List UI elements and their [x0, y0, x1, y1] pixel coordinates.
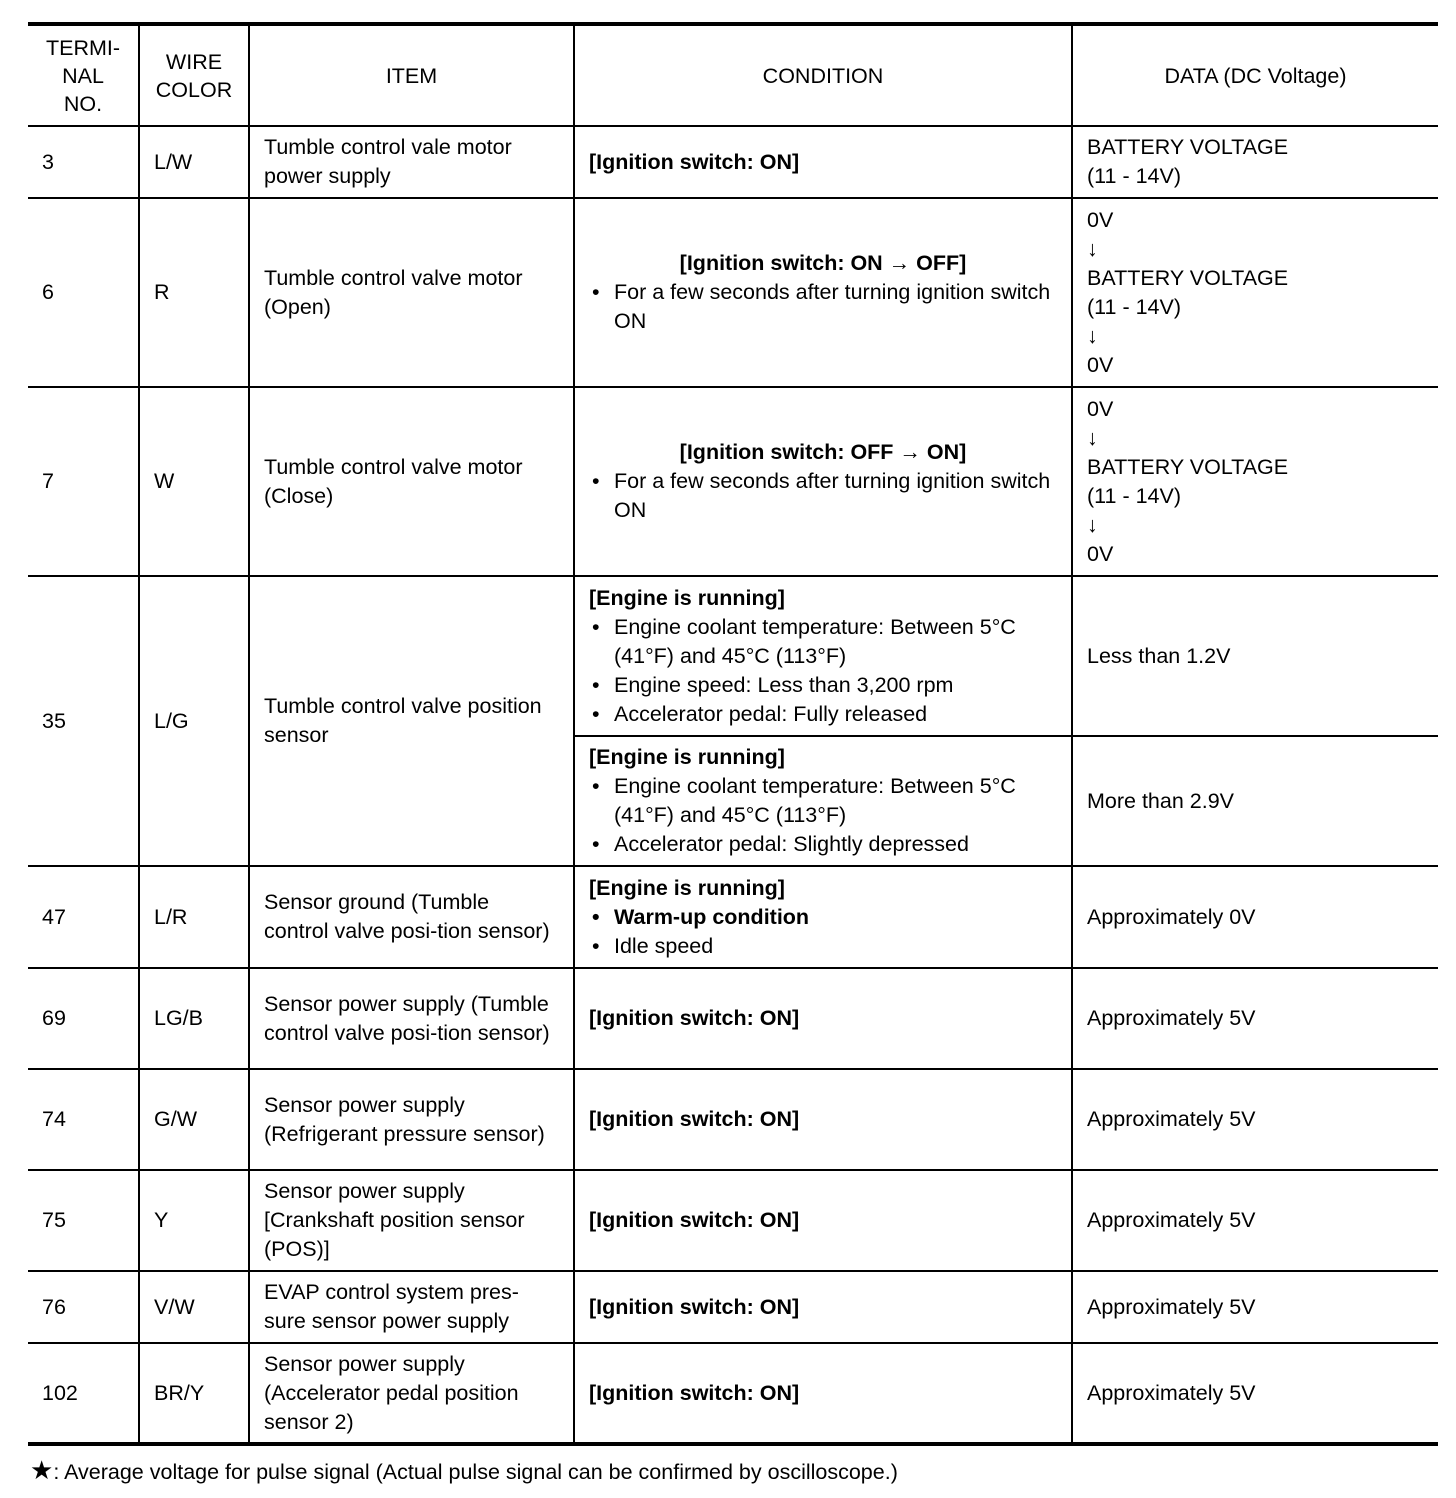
arrow-down-icon: ↓ — [1087, 512, 1098, 537]
wire-color-cell: L/R — [139, 866, 249, 968]
data-line: (11 - 14V) — [1087, 483, 1181, 508]
data-line: (11 - 14V) — [1087, 164, 1181, 188]
footnote-text: : Average voltage for pulse signal (Actual pulse signal can be confirmed by oscilloscope.) — [53, 1460, 898, 1484]
header-wire-color — [139, 24, 249, 126]
condition-bullet: • Engine coolant temperature: Between 5°C (41°F) and 45°C (113°F) — [589, 613, 1057, 671]
data-cell — [1072, 126, 1438, 198]
condition-list — [589, 613, 1057, 729]
terminal-cell: 102 — [28, 1343, 139, 1444]
condition-cell — [574, 1069, 1072, 1170]
data-cell: More than 2.9V — [1072, 736, 1438, 866]
condition-title: [Ignition switch: ON] — [589, 149, 800, 174]
data-cell: Less than 1.2V — [1072, 576, 1438, 736]
wire-color-cell: R — [139, 198, 249, 387]
condition-title: [Ignition switch: ON] — [589, 1380, 800, 1405]
wire-color-cell: LG/B — [139, 968, 249, 1069]
condition-cell — [574, 576, 1072, 736]
data-cell — [1072, 387, 1438, 576]
terminal-cell: 7 — [28, 387, 139, 576]
condition-bullet: • Idle speed — [589, 932, 1057, 961]
condition-bullet: • Accelerator pedal: Fully released — [589, 700, 1057, 729]
condition-cell — [574, 968, 1072, 1069]
item-cell: EVAP control system pres-sure sensor power supply — [249, 1271, 574, 1343]
terminal-cell: 74 — [28, 1069, 139, 1170]
condition-bullet: • Warm-up condition — [589, 903, 1057, 932]
terminal-cell: 35 — [28, 576, 139, 866]
condition-cell — [574, 126, 1072, 198]
table-row — [28, 1271, 1438, 1343]
condition-cell — [574, 1170, 1072, 1271]
condition-title: [Ignition switch: ON → OFF] — [679, 251, 967, 275]
condition-cell — [574, 1343, 1072, 1444]
data-line: BATTERY VOLTAGE — [1087, 265, 1289, 290]
terminal-cell: 3 — [28, 126, 139, 198]
table-row — [28, 126, 1438, 198]
item-cell: Sensor power supply (Refrigerant pressure sensor) — [249, 1069, 574, 1170]
footnote — [30, 1455, 898, 1487]
condition-title: [Engine is running] — [589, 585, 785, 610]
condition-list — [589, 903, 1057, 961]
table-row — [28, 968, 1438, 1069]
condition-bullet: • For a few seconds after turning ignition switch ON — [589, 278, 1057, 336]
item-cell: Sensor power supply (Accelerator pedal position sensor 2) — [249, 1343, 574, 1444]
item-cell: Sensor power supply (Tumble control valve posi-tion sensor) — [249, 968, 574, 1069]
data-cell: Approximately 5V — [1072, 1271, 1438, 1343]
terminal-cell: 75 — [28, 1170, 139, 1271]
condition-title: [Ignition switch: ON] — [589, 1006, 800, 1030]
wire-color-cell: V/W — [139, 1271, 249, 1343]
arrow-down-icon: ↓ — [1087, 236, 1098, 261]
data-cell: Approximately 5V — [1072, 1069, 1438, 1170]
condition-cell — [574, 736, 1072, 866]
table-row — [28, 387, 1438, 576]
data-line: (11 - 14V) — [1087, 294, 1181, 319]
wire-color-cell: G/W — [139, 1069, 249, 1170]
data-line: 0V — [1087, 396, 1114, 421]
item-cell: Sensor power supply [Crankshaft position sensor (POS)] — [249, 1170, 574, 1271]
table-row — [28, 1069, 1438, 1170]
header-wire-color-text: WIRE COLOR — [155, 49, 233, 102]
terminal-cell: 6 — [28, 198, 139, 387]
header-condition: CONDITION — [574, 24, 1072, 126]
data-line: 0V — [1087, 352, 1114, 377]
wire-color-cell: BR/Y — [139, 1343, 249, 1444]
condition-bullet: • Accelerator pedal: Slightly depressed — [589, 830, 1057, 859]
table-row — [28, 576, 1438, 736]
wire-color-cell: L/G — [139, 576, 249, 866]
condition-list — [589, 467, 1057, 525]
data-cell: Approximately 5V — [1072, 968, 1438, 1069]
arrow-down-icon: ↓ — [1087, 323, 1098, 348]
star-icon: ★ — [30, 1455, 54, 1485]
data-cell — [1072, 198, 1438, 387]
terminal-data-table — [28, 22, 1438, 1446]
condition-title: [Ignition switch: ON] — [589, 1107, 800, 1131]
arrow-down-icon: ↓ — [1087, 425, 1098, 450]
header-item: ITEM — [249, 24, 574, 126]
table-row — [28, 1343, 1438, 1444]
table-row — [28, 866, 1438, 968]
condition-title: [Ignition switch: ON] — [589, 1294, 800, 1319]
data-line: BATTERY VOLTAGE — [1087, 135, 1289, 159]
condition-bullet: • Engine speed: Less than 3,200 rpm — [589, 671, 1057, 700]
item-cell: Tumble control valve motor (Close) — [249, 387, 574, 576]
item-cell: Tumble control vale motor power supply — [249, 126, 574, 198]
condition-title: [Engine is running] — [589, 875, 785, 900]
terminal-cell: 47 — [28, 866, 139, 968]
condition-title: [Engine is running] — [589, 745, 785, 769]
terminal-cell: 76 — [28, 1271, 139, 1343]
condition-cell — [574, 387, 1072, 576]
condition-cell — [574, 866, 1072, 968]
data-line: 0V — [1087, 541, 1114, 566]
wire-color-cell: Y — [139, 1170, 249, 1271]
data-cell: Approximately 5V — [1072, 1343, 1438, 1444]
condition-bullet: • For a few seconds after turning ignition switch ON — [589, 467, 1057, 525]
wire-color-cell: L/W — [139, 126, 249, 198]
condition-title: [Ignition switch: ON] — [589, 1208, 800, 1232]
header-terminal-no — [28, 24, 139, 126]
table-row — [28, 198, 1438, 387]
data-cell: Approximately 0V — [1072, 866, 1438, 968]
table-header-row — [28, 24, 1438, 126]
data-line: BATTERY VOLTAGE — [1087, 454, 1289, 479]
data-line: 0V — [1087, 207, 1114, 232]
item-cell: Sensor ground (Tumble control valve posi-tion sensor) — [249, 866, 574, 968]
table-row — [28, 1170, 1438, 1271]
item-cell: Tumble control valve position sensor — [249, 576, 574, 866]
item-cell: Tumble control valve motor (Open) — [249, 198, 574, 387]
condition-title: [Ignition switch: OFF → ON] — [679, 440, 967, 464]
condition-bullet: • Engine coolant temperature: Between 5°C (41°F) and 45°C (113°F) — [589, 772, 1057, 830]
condition-cell — [574, 1271, 1072, 1343]
terminal-cell: 69 — [28, 968, 139, 1069]
header-data: DATA (DC Voltage) — [1072, 24, 1438, 126]
condition-list — [589, 278, 1057, 336]
data-cell: Approximately 5V — [1072, 1170, 1438, 1271]
header-terminal-no-text: TERMI- NAL NO. — [45, 35, 121, 116]
condition-list — [589, 772, 1057, 859]
condition-cell — [574, 198, 1072, 387]
terminal-data-document — [28, 22, 1438, 1446]
wire-color-cell: W — [139, 387, 249, 576]
